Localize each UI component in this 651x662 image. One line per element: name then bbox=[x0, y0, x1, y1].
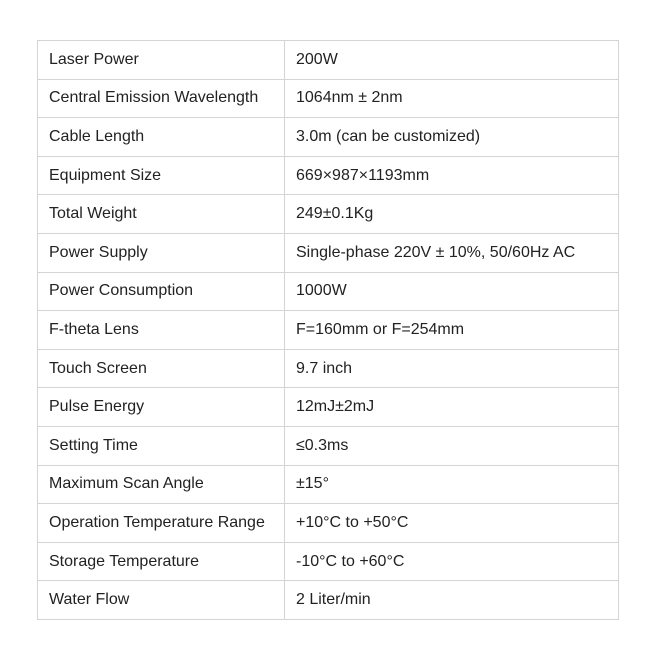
spec-label: Laser Power bbox=[38, 41, 285, 80]
table-row bbox=[38, 542, 619, 581]
spec-value: 2 Liter/min bbox=[285, 581, 619, 620]
spec-label: Power Consumption bbox=[38, 272, 285, 311]
table-row bbox=[38, 465, 619, 504]
spec-value: 3.0m (can be customized) bbox=[285, 118, 619, 157]
table-row bbox=[38, 581, 619, 620]
table-row bbox=[38, 272, 619, 311]
spec-label: Total Weight bbox=[38, 195, 285, 234]
spec-value: 9.7 inch bbox=[285, 349, 619, 388]
spec-value: Single-phase 220V ± 10%, 50/60Hz AC bbox=[285, 233, 619, 272]
table-row bbox=[38, 156, 619, 195]
spec-label: Operation Temperature Range bbox=[38, 504, 285, 543]
spec-value: -10°C to +60°C bbox=[285, 542, 619, 581]
spec-label: Pulse Energy bbox=[38, 388, 285, 427]
spec-value: 1064nm ± 2nm bbox=[285, 79, 619, 118]
spec-label: Storage Temperature bbox=[38, 542, 285, 581]
spec-label: Central Emission Wavelength bbox=[38, 79, 285, 118]
table-row bbox=[38, 195, 619, 234]
spec-label: Maximum Scan Angle bbox=[38, 465, 285, 504]
table-row bbox=[38, 349, 619, 388]
spec-table-body bbox=[38, 41, 619, 620]
spec-value: +10°C to +50°C bbox=[285, 504, 619, 543]
spec-label: Power Supply bbox=[38, 233, 285, 272]
table-row bbox=[38, 311, 619, 350]
spec-value: F=160mm or F=254mm bbox=[285, 311, 619, 350]
table-row bbox=[38, 426, 619, 465]
spec-value: 249±0.1Kg bbox=[285, 195, 619, 234]
spec-label: Setting Time bbox=[38, 426, 285, 465]
spec-value: 1000W bbox=[285, 272, 619, 311]
table-row bbox=[38, 233, 619, 272]
spec-value: ≤0.3ms bbox=[285, 426, 619, 465]
spec-table bbox=[37, 40, 619, 620]
table-row bbox=[38, 118, 619, 157]
spec-label: Cable Length bbox=[38, 118, 285, 157]
table-row bbox=[38, 504, 619, 543]
spec-value: ±15° bbox=[285, 465, 619, 504]
spec-label: F-theta Lens bbox=[38, 311, 285, 350]
spec-value: 200W bbox=[285, 41, 619, 80]
table-row bbox=[38, 79, 619, 118]
table-row bbox=[38, 388, 619, 427]
spec-label: Touch Screen bbox=[38, 349, 285, 388]
spec-label: Water Flow bbox=[38, 581, 285, 620]
spec-label: Equipment Size bbox=[38, 156, 285, 195]
spec-value: 12mJ±2mJ bbox=[285, 388, 619, 427]
spec-value: 669×987×1193mm bbox=[285, 156, 619, 195]
table-row bbox=[38, 41, 619, 80]
